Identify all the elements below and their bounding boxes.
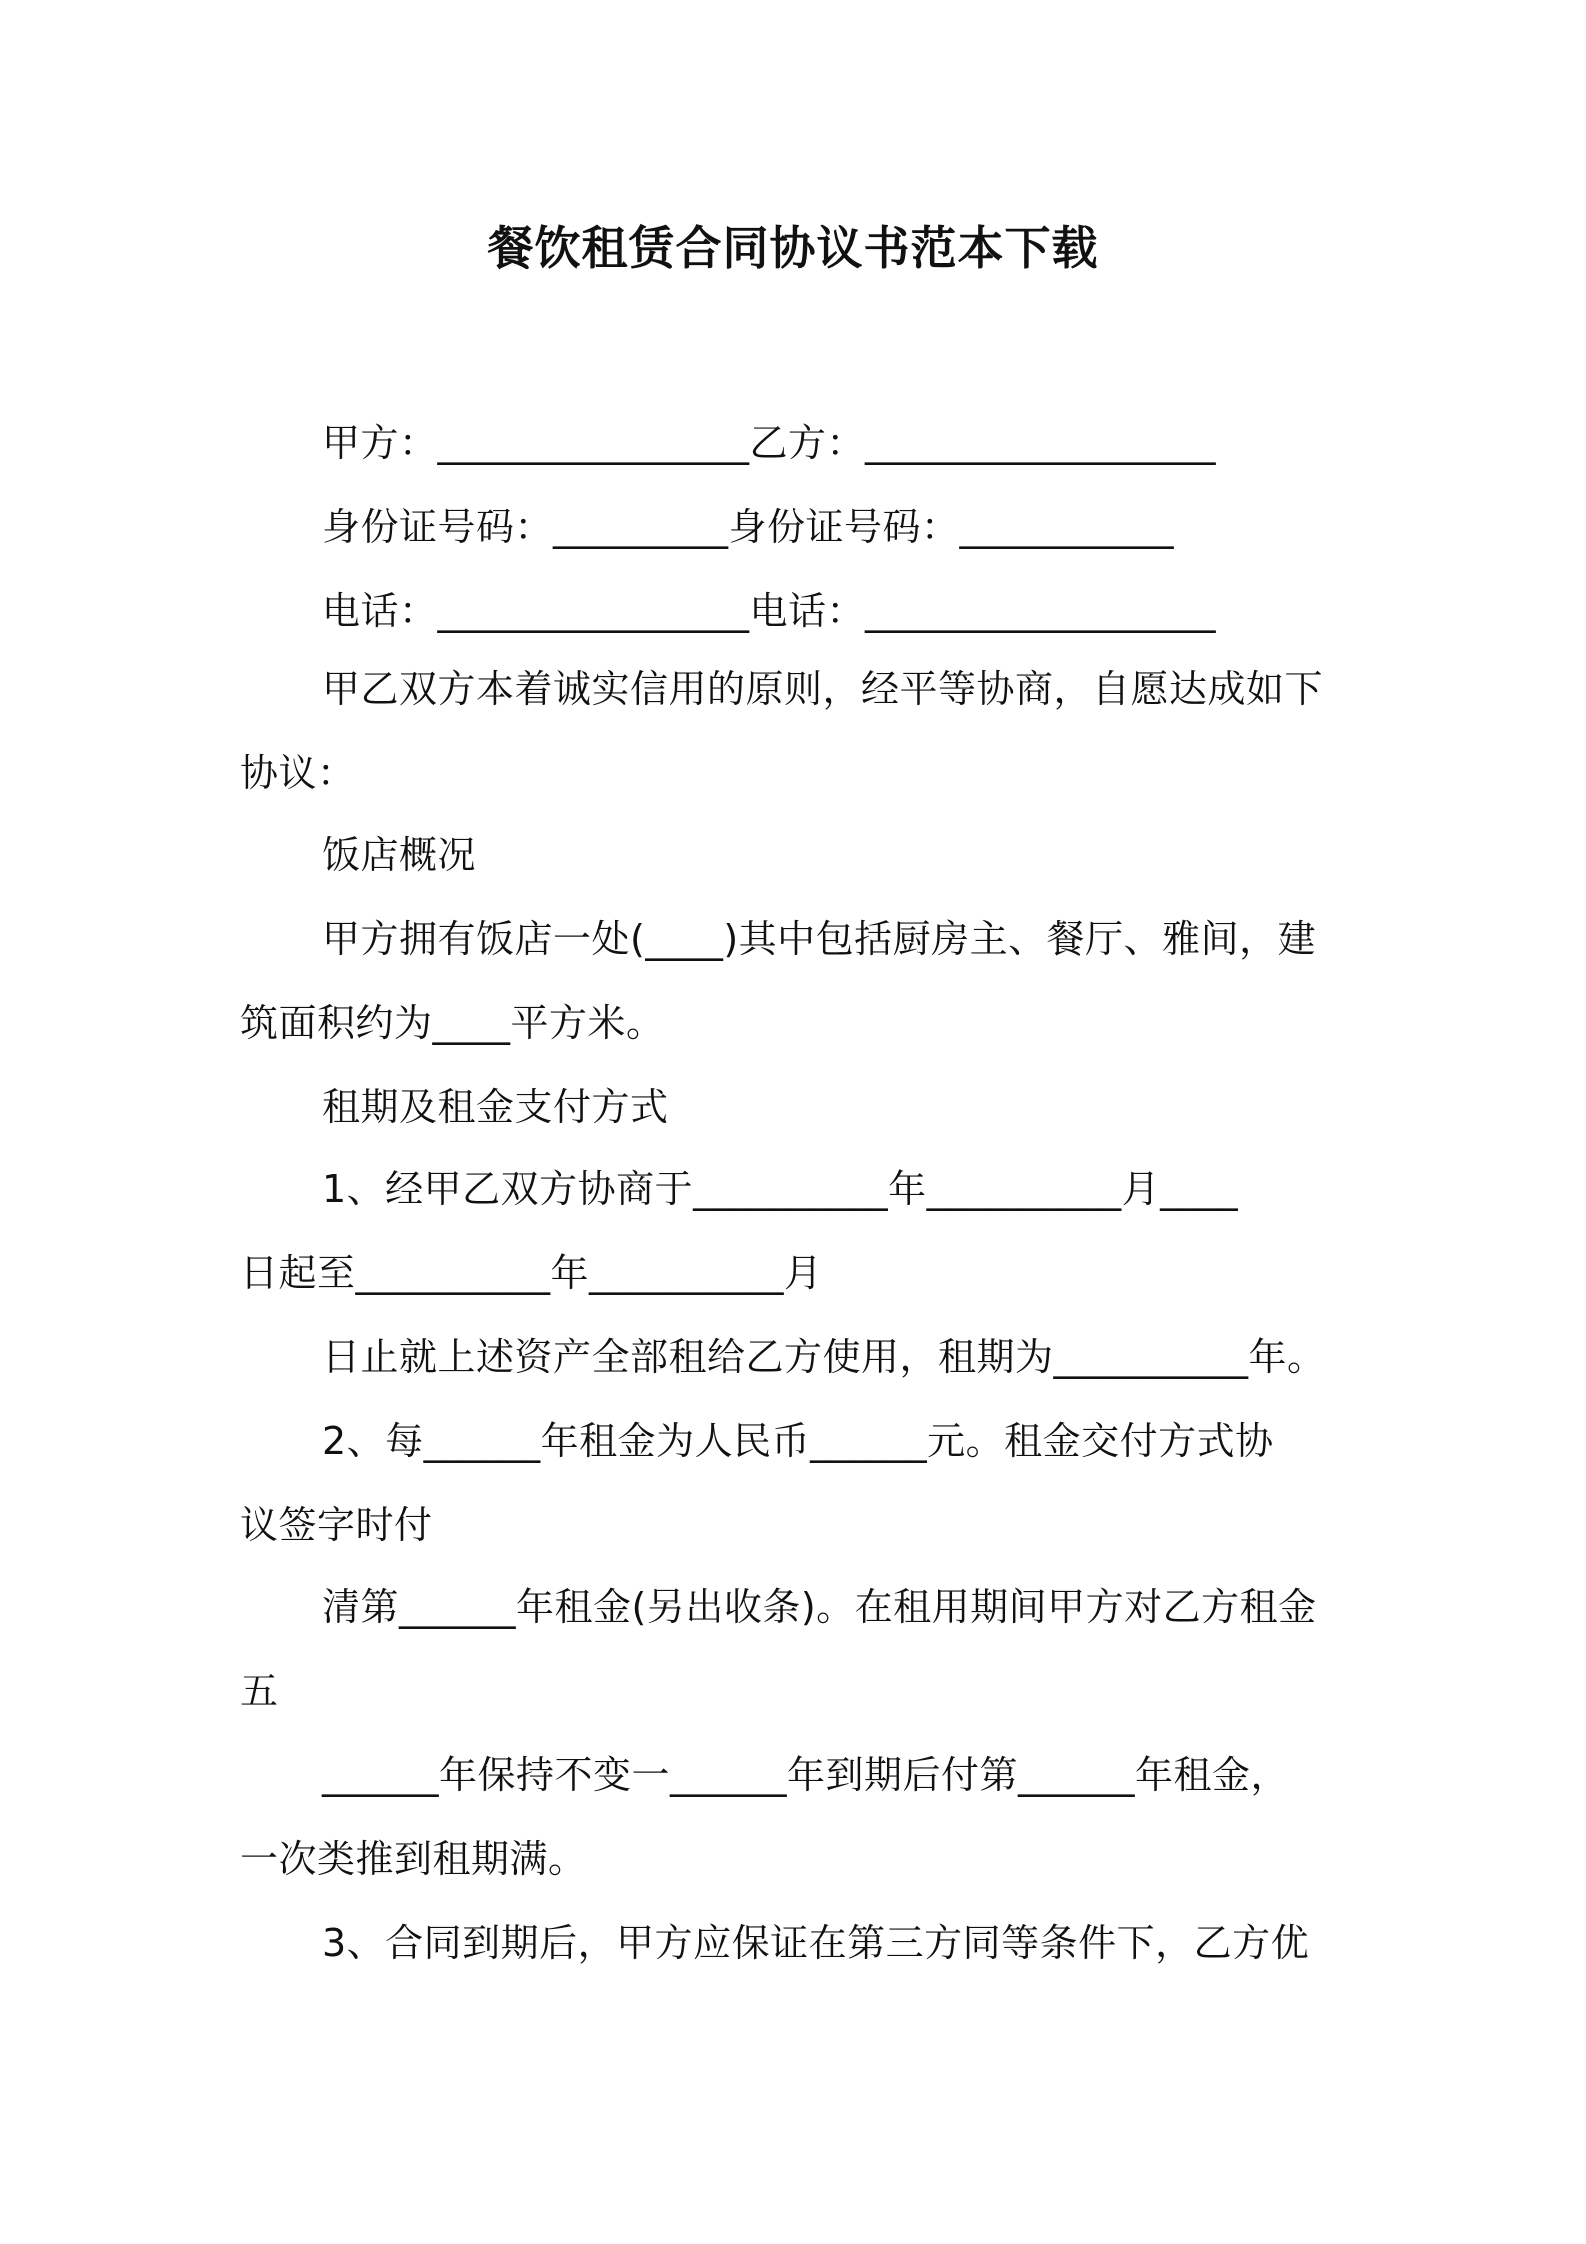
paragraph-line: ______年保持不变一______年到期后付第______年租金， bbox=[322, 1753, 1290, 1797]
phone-line: 电话：________________电话：__________________ bbox=[322, 589, 1217, 633]
paragraph-line: 日止就上述资产全部租给乙方使用，租期为__________年。 bbox=[322, 1335, 1326, 1379]
paragraph-line: 协议： bbox=[240, 751, 356, 795]
paragraph-line: 清第______年租金(另出收条)。在租用期间甲方对乙方租金 bbox=[322, 1585, 1317, 1629]
paragraph-line: 甲方拥有饭店一处(____)其中包括厨房主、餐厅、雅间，建 bbox=[322, 917, 1317, 961]
paragraph-line: 议签字时付 bbox=[240, 1503, 433, 1547]
party-names-line: 甲方：________________乙方：__________________ bbox=[322, 421, 1217, 465]
paragraph-line: 2、每______年租金为人民币______元。租金交付方式协 bbox=[322, 1419, 1274, 1463]
paragraph-line: 筑面积约为____平方米。 bbox=[240, 1001, 665, 1045]
section-heading: 饭店概况 bbox=[322, 833, 477, 877]
id-number-line: 身份证号码：_________身份证号码：___________ bbox=[322, 505, 1175, 549]
paragraph-line: 1、经甲乙双方协商于__________年__________月____ bbox=[322, 1167, 1239, 1211]
document-title: 餐饮租赁合同协议书范本下载 bbox=[487, 221, 1099, 275]
paragraph-line: 五 bbox=[240, 1669, 279, 1713]
paragraph-line: 3、合同到期后，甲方应保证在第三方同等条件下，乙方优 bbox=[322, 1921, 1310, 1965]
paragraph-line: 日起至__________年__________月 bbox=[240, 1251, 823, 1295]
paragraph-line: 甲乙双方本着诚实信用的原则，经平等协商，自愿达成如下 bbox=[322, 667, 1324, 711]
paragraph-line: 一次类推到租期满。 bbox=[240, 1837, 587, 1881]
section-heading: 租期及租金支付方式 bbox=[322, 1085, 669, 1129]
